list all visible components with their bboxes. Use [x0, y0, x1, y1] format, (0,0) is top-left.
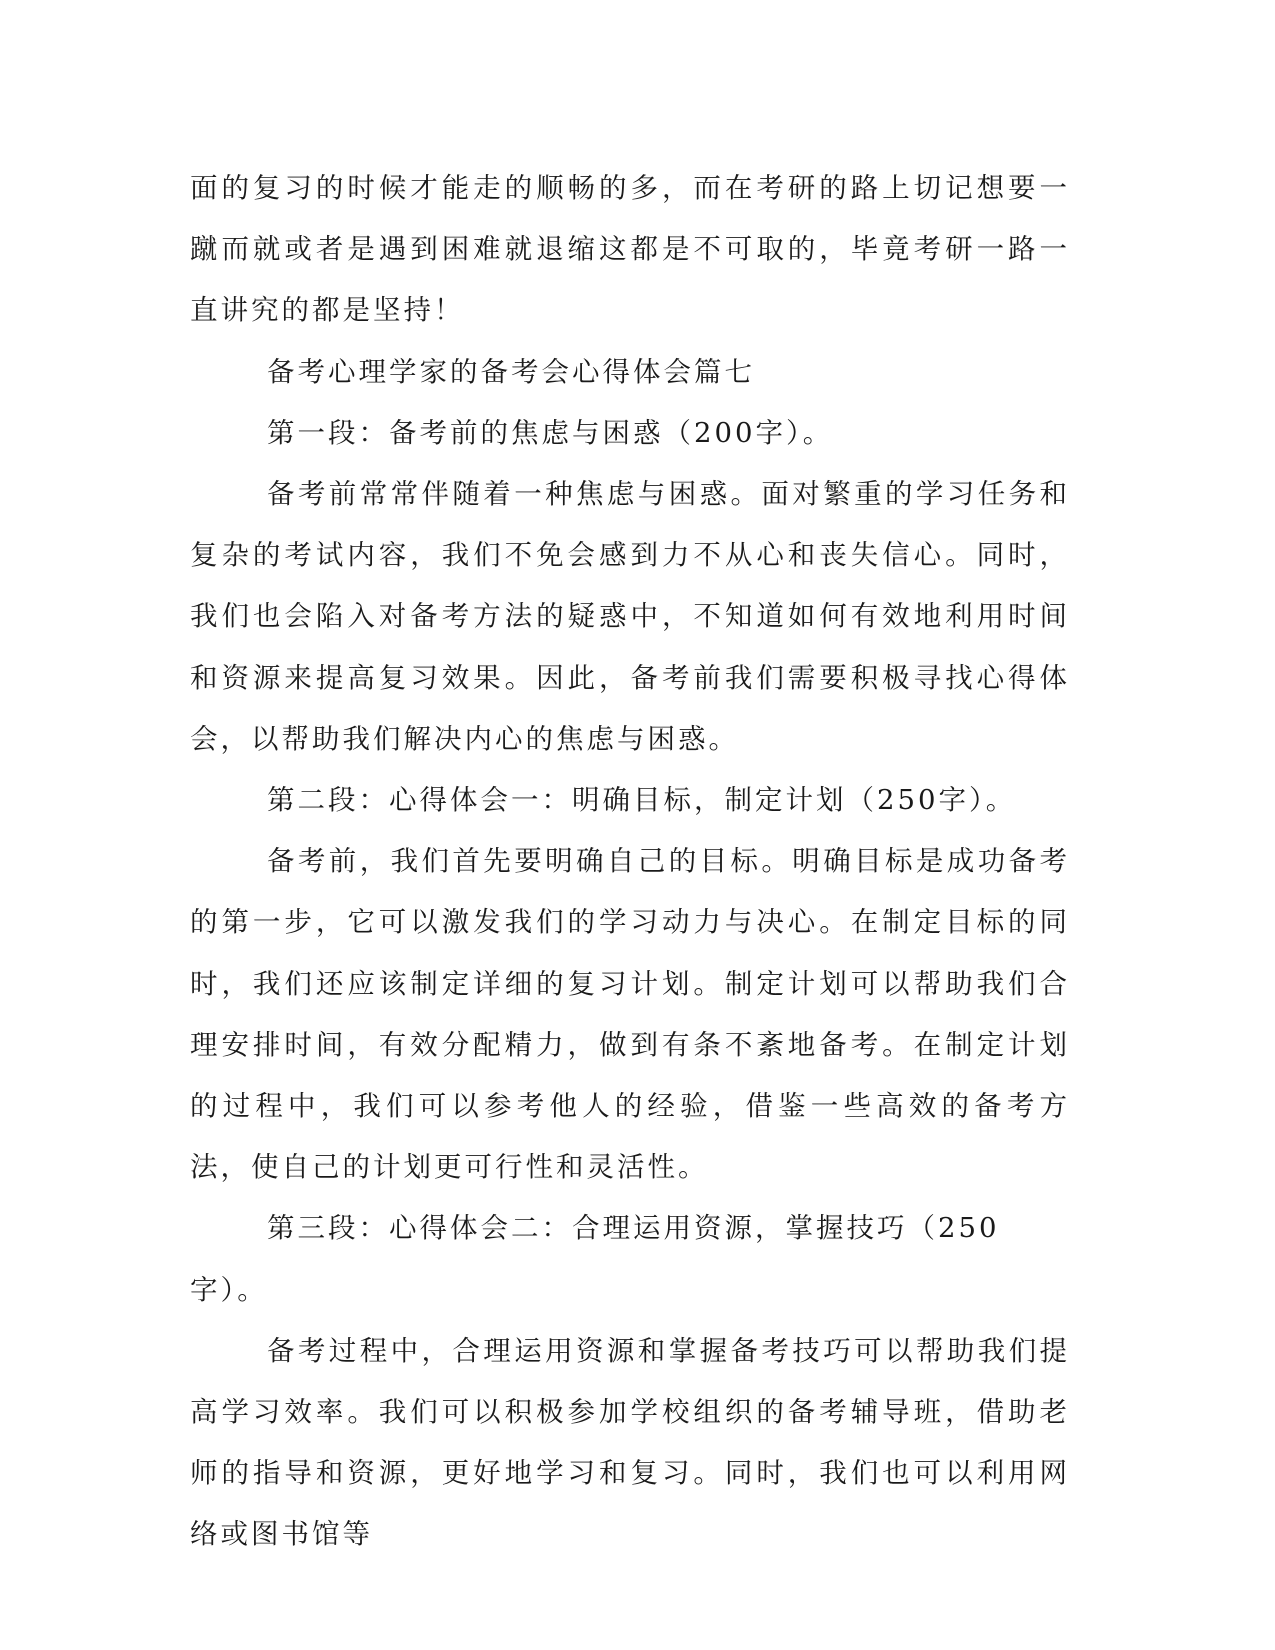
paragraph-section-1: 备考前常常伴随着一种焦虑与困惑。面对繁重的学习任务和复杂的考试内容，我们不免会感到力不从心和丧失信心。同时，我们也会陷入对备考方法的疑惑中，不知道如何有效地利用时间和资源来提高复习效果。因此，备考前我们需要积极寻找心得体会，以帮助我们解决内心的焦虑与困惑。 — [190, 478, 1070, 755]
document-body — [190, 158, 1070, 1566]
paragraph-continuation: 面的复习的时候才能走的顺畅的多，而在考研的路上切记想要一蹴而就或者是遇到困难就退缩这都是不可取的，毕竟考研一路一直讲究的都是坚持！ — [190, 172, 1070, 327]
section-heading-3: 第三段：心得体会二：合理运用资源，掌握技巧（250字）。 — [190, 1212, 1000, 1306]
paragraph-section-3: 备考过程中，合理运用资源和掌握备考技巧可以帮助我们提高学习效率。我们可以积极参加学校组织的备考辅导班，借助老师的指导和资源，更好地学习和复习。同时，我们也可以利用网络或图书馆等 — [190, 1334, 1070, 1551]
paragraph-section-2: 备考前，我们首先要明确自己的目标。明确目标是成功备考的第一步，它可以激发我们的学习动力与决心。在制定目标的同时，我们还应该制定详细的复习计划。制定计划可以帮助我们合理安排时间，有效分配精力，做到有条不紊地备考。在制定计划的过程中，我们可以参考他人的经验，借鉴一些高效的备考方法，使自己的计划更可行性和灵活性。 — [190, 845, 1070, 1184]
article-title: 备考心理学家的备考会心得体会篇七 — [267, 355, 755, 388]
section-heading-1: 第一段：备考前的焦虑与困惑（200字）。 — [267, 416, 834, 449]
section-heading-2: 第二段：心得体会一：明确目标，制定计划（250字）。 — [267, 784, 1017, 817]
